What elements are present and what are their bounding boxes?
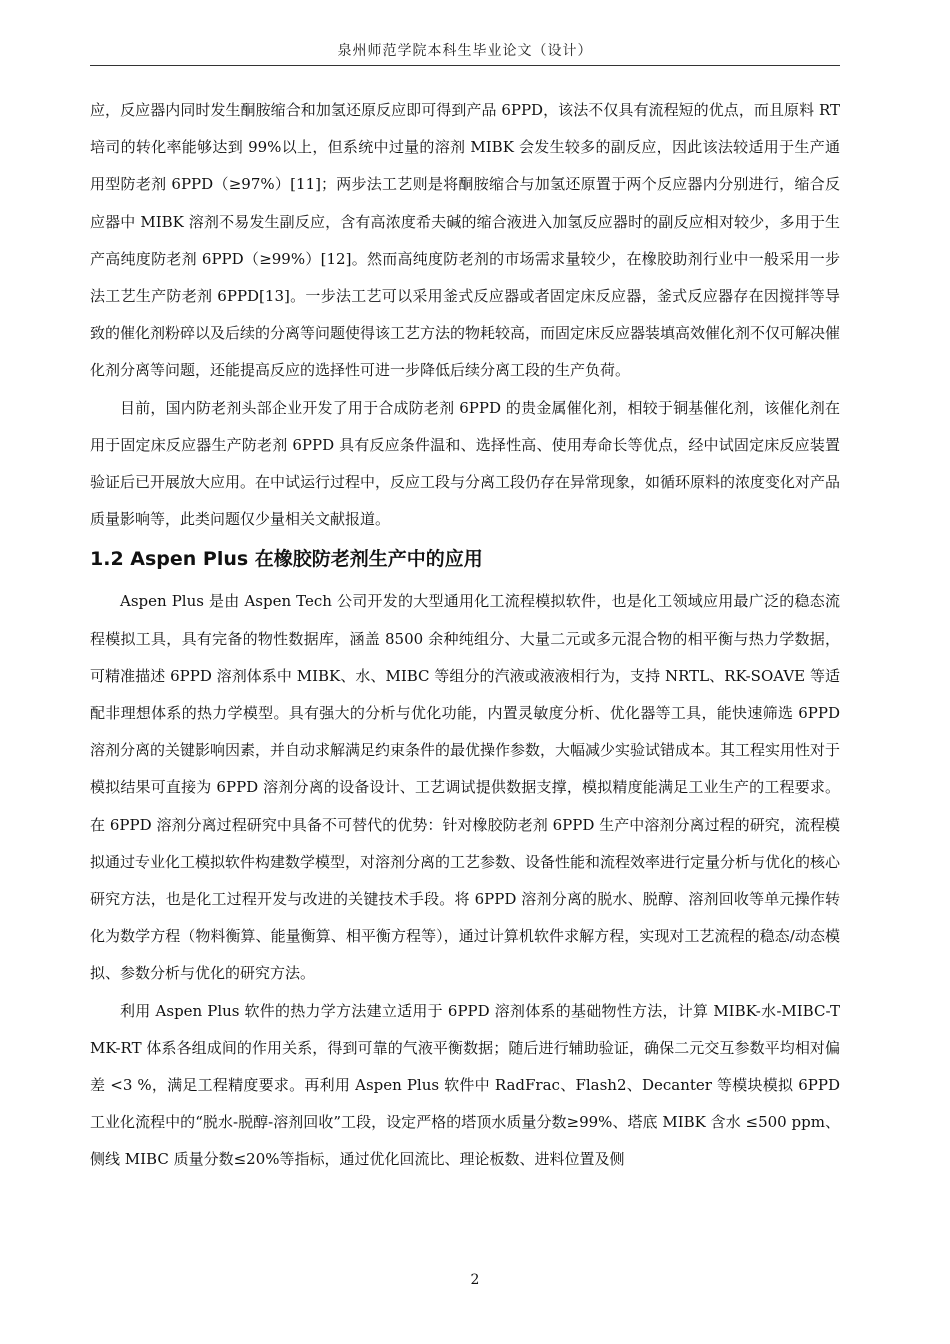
body-paragraph-4: 利用 Aspen Plus 软件的热力学方法建立适用于 6PPD 溶剂体系的基础物性方法，计算 MIBK-水-MIBC-TMK-RT 体系各组成间的作用关系，得到可靠的气液平衡数据；随后进行辅助验证，确保二元交互参数平均相对偏差 <3 %，满足工程精度要求。再利用 Aspen Plus 软件中 RadFrac、Flash2、Decanter 等模块模拟 6PPD 工业化流程中的“脱水-脱醇-溶剂回收”工段，设定严格的塔顶水质量分数≥99%、塔底 MIBK 含水 ≤500 ppm、侧线 MIBC 质量分数≤20%等指标，通过优化回流比、理论板数、进料位置及侧 xyxy=(90,1001,840,1169)
body-paragraph-1: 应，反应器内同时发生酮胺缩合和加氢还原反应即可得到产品 6PPD，该法不仅具有流程短的优点，而且原料 RT 培司的转化率能够达到 99%以上，但系统中过量的溶剂 MIBK 会发生较多的副反应，因此该法较适用于生产通用型防老剂 6PPD（≥97%）[11]；两步法工艺则是将酮胺缩合与加氢还原置于两个反应器内分别进行，缩合反应器中 MIBK 溶剂不易发生副反应，含有高浓度希夫碱的缩合液进入加氢反应器时的副反应相对较少，多用于生产高纯度防老剂 6PPD（≥99%）[12]。然而高纯度防老剂的市场需求量较少，在橡胶助剂行业中一般采用一步法工艺生产防老剂 6PPD[13]。一步法工艺可以采用釜式反应器或者固定床反应器，釜式反应器存在因搅拌等导致的催化剂粉碎以及后续的分离等问题使得该工艺方法的物耗较高，而固定床反应器装填高效催化剂不仅可解决催化剂分离等问题，还能提高反应的选择性可进一步降低后续分离工段的生产负荷。 xyxy=(90,101,841,380)
page-header: 泉州师范学院本科生毕业论文（设计） xyxy=(337,43,593,59)
page-number: 2 xyxy=(470,1272,480,1288)
body-paragraph-3: Aspen Plus 是由 Aspen Tech 公司开发的大型通用化工流程模拟软件，也是化工领域应用最广泛的稳态流程模拟工具，具有完备的物性数据库，涵盖 8500 余种纯组分、大量二元或多元混合物的相平衡与热力学数据，可精准描述 6PPD 溶剂体系中 MIBK、水、MIBC 等组分的汽液或液液相行为，支持 NRTL、RK-SOAVE 等适配非理想体系的热力学模型。具有强大的分析与优化功能，内置灵敏度分析、优化器等工具，能快速筛选 6PPD 溶剂分离的关键影响因素，并自动求解满足约束条件的最优操作参数，大幅减少实验试错成本。其工程实用性对于模拟结果可直接为 6PPD 溶剂分离的设备设计、工艺调试提供数据支撑，模拟精度能满足工业生产的工程要求。在 6PPD 溶剂分离过程研究中具备不可替代的优势：针对橡胶防老剂 6PPD 生产中溶剂分离过程的研究，流程模拟通过专业化工模拟软件构建数学模型，对溶剂分离的工艺参数、设备性能和流程效率进行定量分析与优化的核心研究方法，也是化工过程开发与改进的关键技术手段。将 6PPD 溶剂分离的脱水、脱醇、溶剂回收等单元操作转化为数学方程（物料衡算、能量衡算、相平衡方程等），通过计算机软件求解方程，实现对工艺流程的稳态/动态模拟、参数分析与优化的研究方法。 xyxy=(90,592,841,983)
document-body xyxy=(90,92,840,1179)
body-paragraph-2: 目前，国内防老剂头部企业开发了用于合成防老剂 6PPD 的贵金属催化剂，相较于铜基催化剂，该催化剂在用于固定床反应器生产防老剂 6PPD 具有反应条件温和、选择性高、使用寿命长等优点，经中试固定床反应装置验证后已开展放大应用。在中试运行过程中，反应工段与分离工段仍存在异常现象，如循环原料的浓度变化对产品质量影响等，此类问题仅少量相关文献报道。 xyxy=(90,398,841,529)
header-divider xyxy=(90,65,840,66)
section-heading: 1.2 Aspen Plus 在橡胶防老剂生产中的应用 xyxy=(90,548,483,571)
